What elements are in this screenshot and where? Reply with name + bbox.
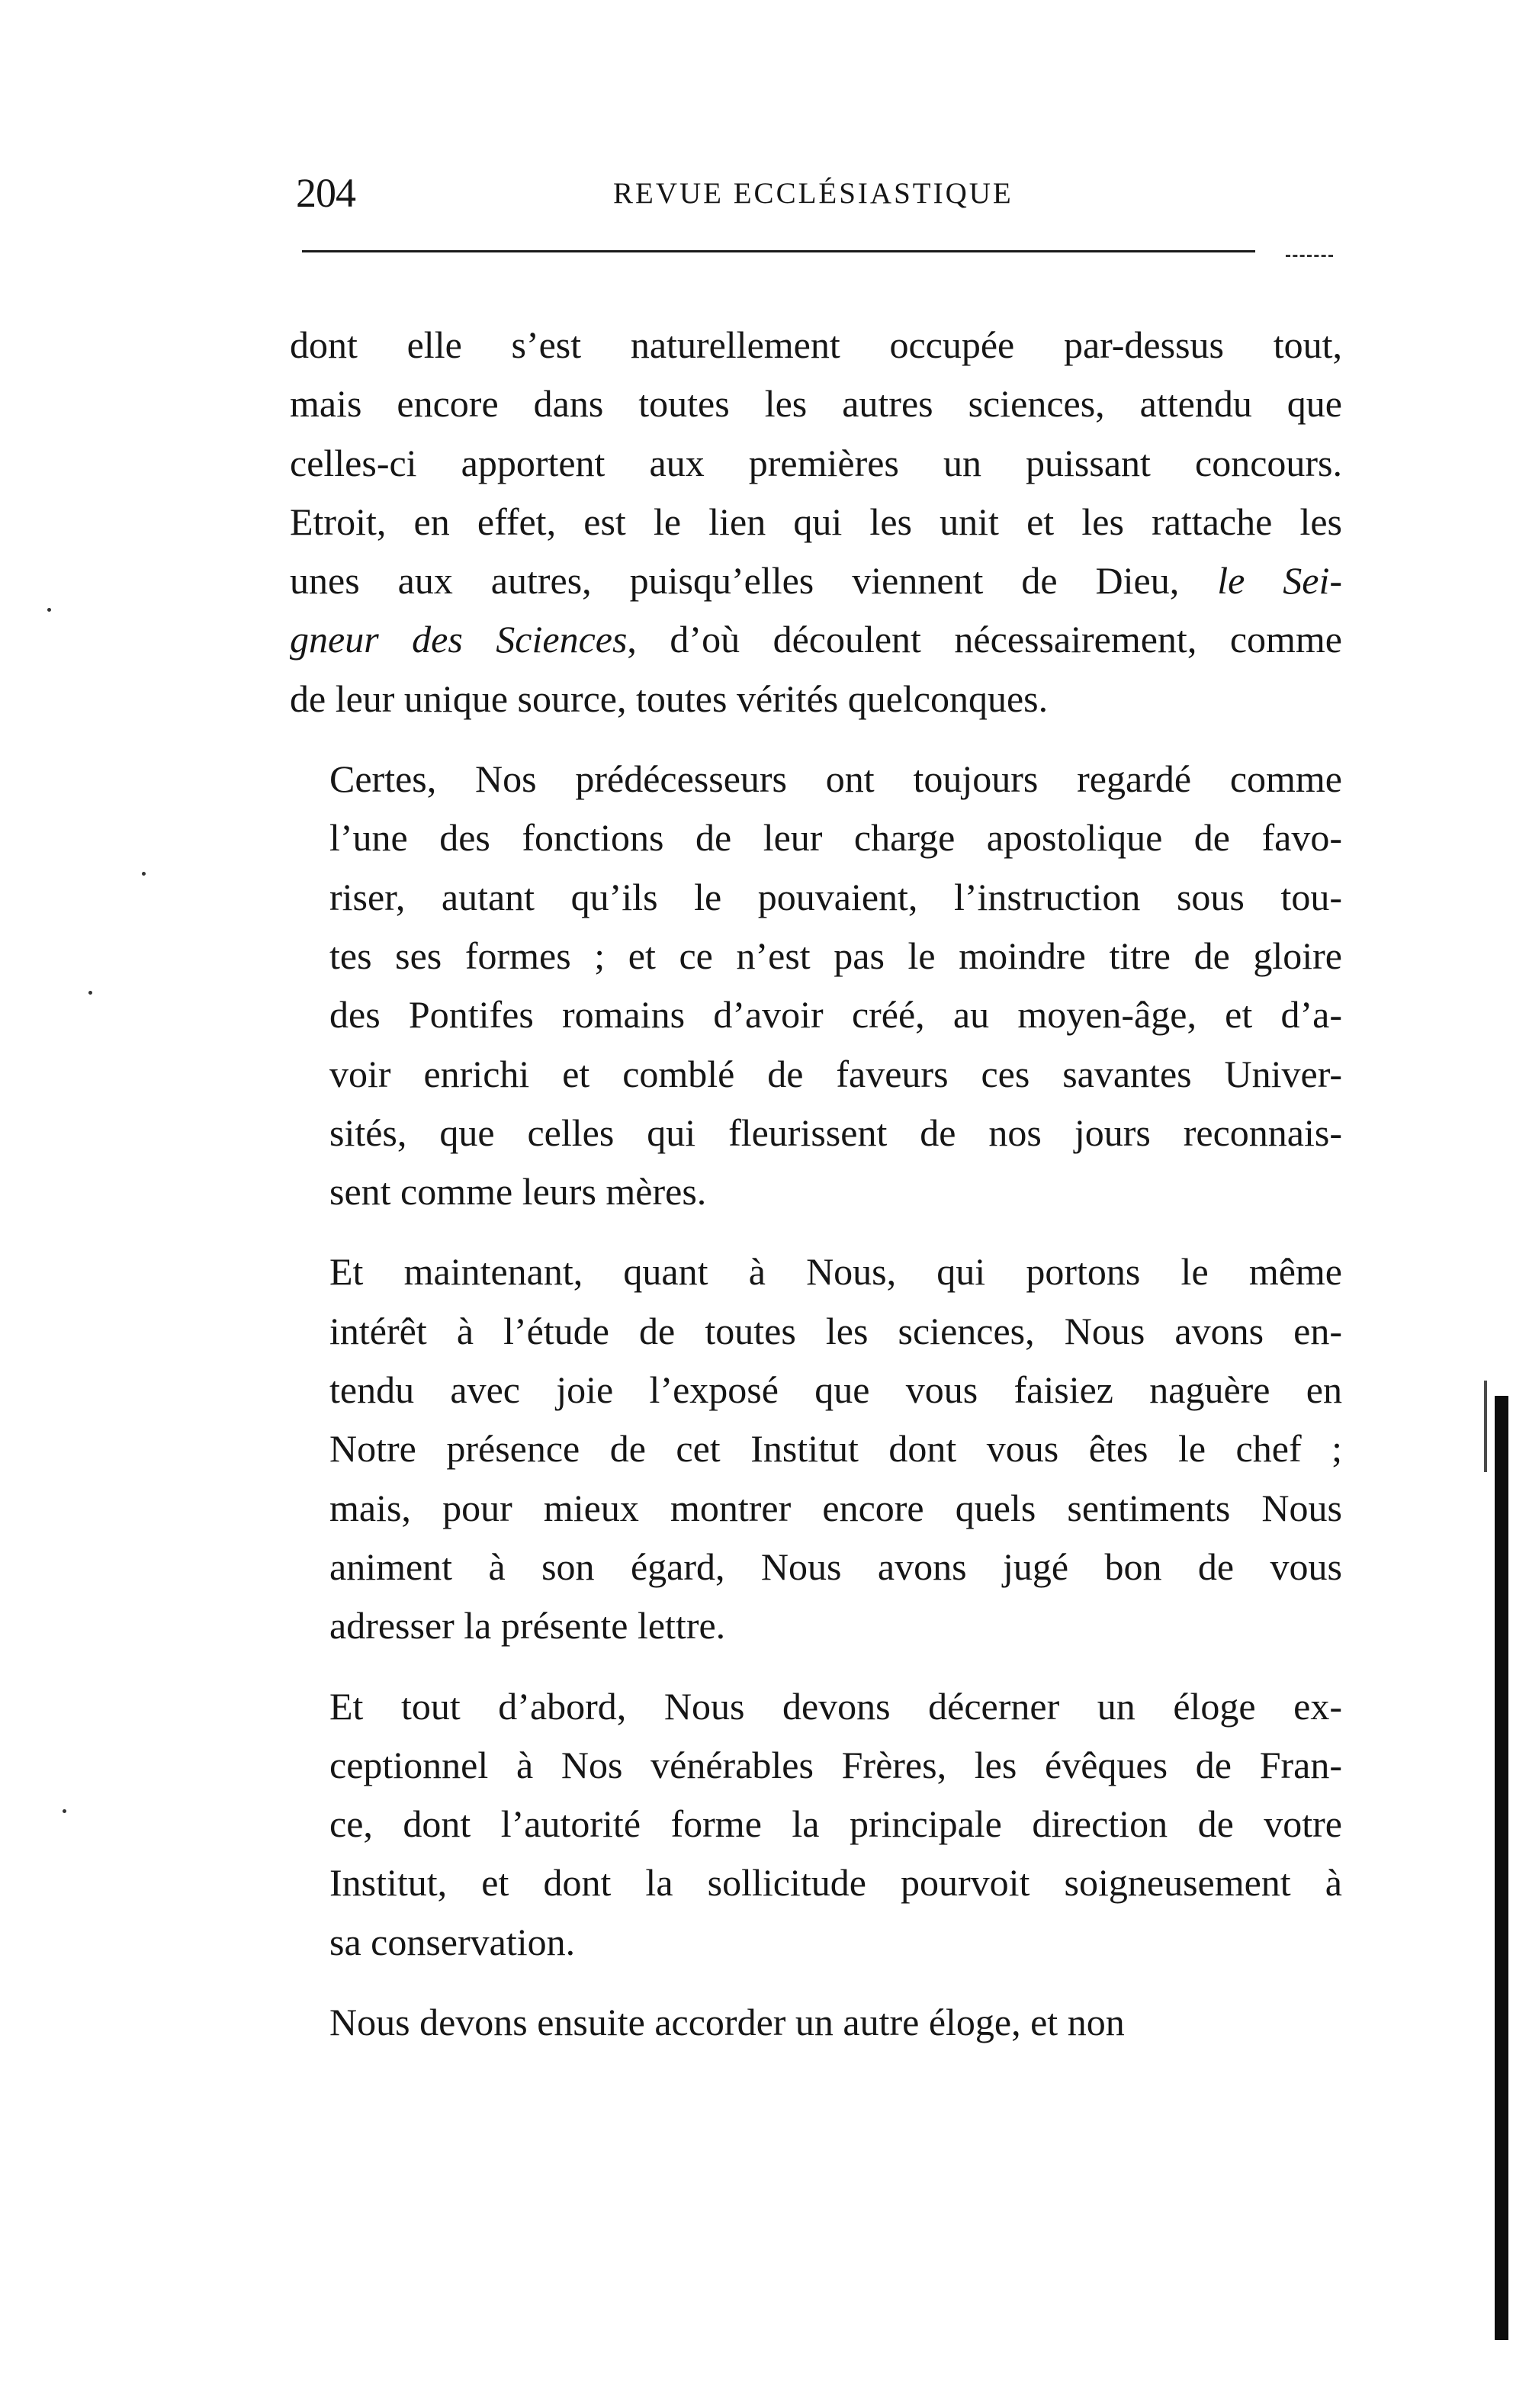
text-line [290, 1596, 1342, 1655]
text-line [290, 551, 1342, 610]
line-text: Etroit, en effet, est le lien qui les unit et les rattache les [290, 500, 1342, 543]
page-edge-bar [1495, 1396, 1508, 2340]
text-line [290, 610, 1342, 669]
line-text: tendu avec joie l’exposé que vous faisiez naguère en [329, 1368, 1342, 1412]
line-text: Notre présence de cet Institut dont vous êtes le chef ; [329, 1427, 1342, 1471]
text-line [290, 375, 1342, 433]
line-text: unes aux autres, puisqu’elles viennent de Dieu, [290, 559, 1218, 603]
text-line [290, 927, 1342, 985]
body-text [290, 316, 1342, 2052]
text-line [290, 1795, 1342, 1853]
line-text: celles-ci apportent aux premières un puissant concours. [290, 441, 1342, 484]
text-line [290, 1853, 1342, 1912]
page-edge-shadow [1484, 1381, 1487, 1472]
line-text: adresser la présente lettre. [329, 1604, 726, 1648]
line-text: de leur unique source, toutes vérités quelconques. [290, 677, 1049, 720]
line-text: riser, autant qu’ils le pouvaient, l’instruction sous tou- [329, 875, 1342, 918]
line-text: ceptionnel à Nos vénérables Frères, les évêques de Fran- [329, 1743, 1342, 1786]
line-text: Et tout d’abord, Nous devons décerner un éloge ex- [329, 1684, 1342, 1728]
header-rule [302, 250, 1255, 252]
line-text: intérêt à l’étude de toutes les sciences, Nous avons en- [329, 1309, 1342, 1352]
line-text: des Pontifes romains d’avoir créé, au moyen-âge, et d’a- [329, 993, 1342, 1037]
line-text: Nous devons ensuite accorder un autre éloge, et non [329, 2001, 1125, 2044]
line-text: , d’où découlent nécessairement, comme [627, 618, 1342, 661]
text-line [290, 1993, 1342, 2052]
margin-speck [88, 991, 92, 995]
text-line [290, 985, 1342, 1044]
line-text: dont elle s’est naturellement occupée par-dessus tout, [290, 323, 1342, 366]
margin-speck [47, 608, 51, 612]
text-line [290, 316, 1342, 375]
line-text: Certes, Nos prédécesseurs ont toujours regardé comme [329, 757, 1342, 801]
running-head [296, 166, 1341, 220]
line-text: voir enrichi et comblé de faveurs ces savantes Univer- [329, 1052, 1342, 1095]
line-text: animent à son égard, Nous avons jugé bon de vous [329, 1545, 1342, 1588]
header-rule-tail [1286, 255, 1333, 257]
text-line [290, 1361, 1342, 1419]
text-line [290, 670, 1342, 728]
text-line [290, 1677, 1342, 1736]
paragraph [290, 1243, 1342, 1655]
line-text: mais, pour mieux montrer encore quels sentiments Nous [329, 1486, 1342, 1529]
text-line [290, 1419, 1342, 1478]
text-line [290, 809, 1342, 867]
italic-text: le Sei- [1217, 559, 1342, 603]
line-text: mais encore dans toutes les autres sciences, attendu que [290, 382, 1342, 426]
italic-text: gneur des Sciences [290, 618, 628, 661]
margin-speck [63, 1809, 66, 1813]
line-text: sa conservation. [329, 1920, 576, 1963]
text-line [290, 493, 1342, 551]
text-line [290, 1479, 1342, 1538]
line-text: Institut, et dont la sollicitude pourvoit soigneusement à [329, 1861, 1342, 1905]
line-text: Et maintenant, quant à Nous, qui portons le même [329, 1250, 1342, 1294]
text-line [290, 1162, 1342, 1221]
line-text: l’une des fonctions de leur charge apostolique de favo- [329, 816, 1342, 860]
line-text: sent comme leurs mères. [329, 1170, 707, 1214]
line-text: tes ses formes ; et ce n’est pas le moindre titre de gloire [329, 934, 1342, 977]
line-text: sités, que celles qui fleurissent de nos jours reconnais- [329, 1111, 1342, 1154]
paragraph [290, 1993, 1342, 2052]
text-line [290, 1104, 1342, 1162]
page-number: 204 [296, 170, 355, 216]
text-line [290, 750, 1342, 809]
margin-speck [142, 872, 146, 876]
text-line [290, 1243, 1342, 1301]
text-line [290, 1045, 1342, 1104]
journal-title: REVUE ECCLÉSIASTIQUE [613, 177, 1013, 210]
line-text: ce, dont l’autorité forme la principale direction de votre [329, 1802, 1342, 1846]
paragraph [290, 750, 1342, 1221]
text-line [290, 434, 1342, 493]
text-line [290, 1302, 1342, 1361]
text-line [290, 1736, 1342, 1795]
text-line [290, 868, 1342, 927]
paragraph [290, 1677, 1342, 1972]
paragraph [290, 316, 1342, 728]
text-line [290, 1538, 1342, 1596]
text-line [290, 1913, 1342, 1972]
